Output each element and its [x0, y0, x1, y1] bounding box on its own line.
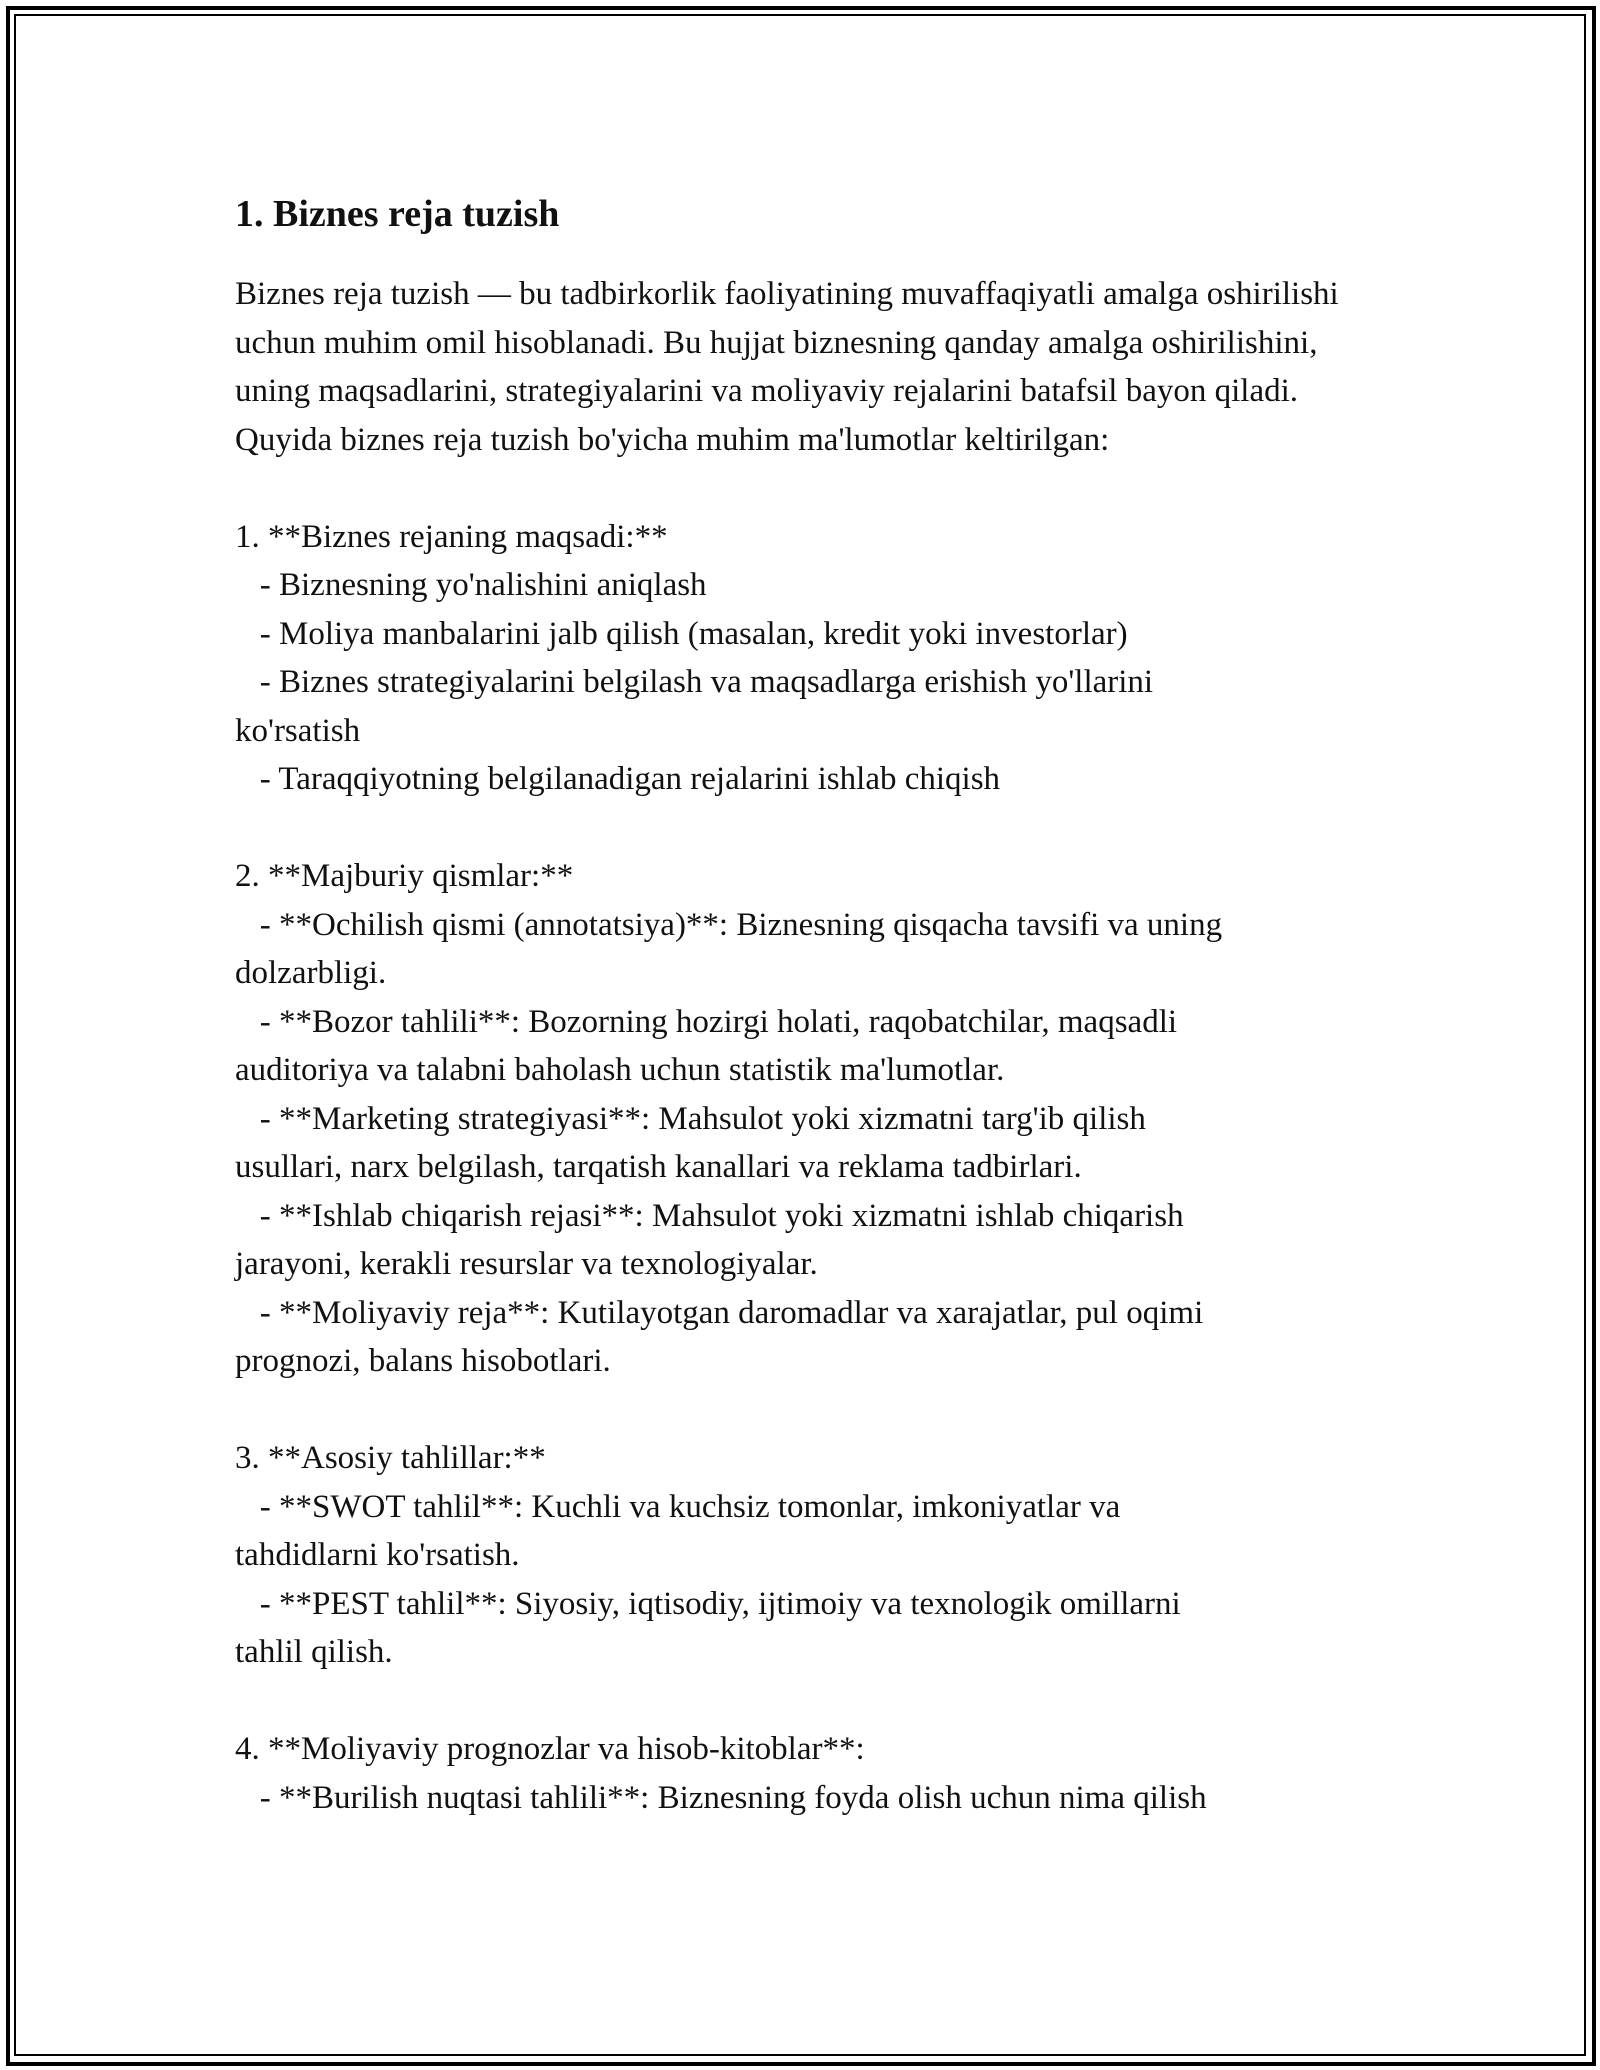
spacer: [235, 464, 1365, 513]
list-item: - Biznesning yo'nalishini aniqlash: [235, 567, 707, 603]
list-item: - Biznes strategiyalarini belgilash va maqsadlarga erishish yo'llarini: [235, 664, 1154, 700]
spacer: [235, 1386, 1365, 1435]
spacer: [235, 1677, 1365, 1726]
list-item: - **Moliyaviy reja**: Kutilayotgan daromadlar va xarajatlar, pul oqimi: [235, 1294, 1204, 1331]
section-title: 3. **Asosiy tahlillar:**: [235, 1440, 546, 1476]
section-purpose: [235, 513, 1365, 804]
list-item: jarayoni, kerakli resurslar va texnologiyalar.: [235, 1246, 818, 1282]
document-page: [235, 188, 1365, 1822]
section-title: 4. **Moliyaviy prognozlar va hisob-kitoblar**:: [235, 1731, 865, 1767]
list-item: - **SWOT tahlil**: Kuchli va kuchsiz tomonlar, imkoniyatlar va: [235, 1488, 1121, 1525]
list-item: - **Burilish nuqtasi tahlili**: Biznesning foyda olish uchun nima qilish: [235, 1779, 1207, 1816]
list-item: - Moliya manbalarini jalb qilish (masalan, kredit yoki investorlar): [235, 615, 1128, 652]
list-item: - **Ochilish qismi (annotatsiya)**: Biznesning qisqacha tavsifi va uning: [235, 906, 1223, 943]
page-title: 1. Biznes reja tuzish: [235, 193, 560, 235]
section-required-parts: [235, 852, 1365, 1386]
intro-paragraph: Biznes reja tuzish — bu tadbirkorlik faoliyatining muvaffaqiyatli amalga oshirilishi uchun muhim omil hisoblanadi. Bu hujjat biznesning qanday amalga oshirilishini, uning maqsadlarini, strategiyalarini va moliyaviy rejalarini batafsil bayon qiladi. Quyida biznes reja tuzish bo'yicha muhim ma'lumotlar keltirilgan:: [235, 276, 1339, 458]
spacer: [235, 804, 1365, 853]
list-item: - **Ishlab chiqarish rejasi**: Mahsulot yoki xizmatni ishlab chiqarish: [235, 1197, 1184, 1234]
section-title: 1. **Biznes rejaning maqsadi:**: [235, 518, 668, 555]
list-item: tahdidlarni ko'rsatish.: [235, 1537, 520, 1573]
section-main-analyses: [235, 1434, 1365, 1677]
list-item: prognozi, balans hisobotlari.: [235, 1343, 611, 1379]
section-title: 2. **Majburiy qismlar:**: [235, 858, 574, 894]
list-item: - **Bozor tahlili**: Bozorning hozirgi holati, raqobatchilar, maqsadli: [235, 1003, 1178, 1040]
list-item: auditoriya va talabni baholash uchun statistik ma'lumotlar.: [235, 1052, 1005, 1088]
list-item: - **Marketing strategiyasi**: Mahsulot yoki xizmatni targ'ib qilish: [235, 1100, 1146, 1137]
list-item: - Taraqqiyotning belgilanadigan rejalarini ishlab chiqish: [235, 761, 1001, 797]
list-item: - **PEST tahlil**: Siyosiy, iqtisodiy, ijtimoiy va texnologik omillarni: [235, 1585, 1181, 1622]
section-financial-forecasts: [235, 1725, 1365, 1822]
list-item: dolzarbligi.: [235, 955, 387, 991]
list-item: usullari, narx belgilash, tarqatish kanallari va reklama tadbirlari.: [235, 1149, 1082, 1185]
list-item: ko'rsatish: [235, 712, 361, 749]
list-item: tahlil qilish.: [235, 1634, 393, 1670]
